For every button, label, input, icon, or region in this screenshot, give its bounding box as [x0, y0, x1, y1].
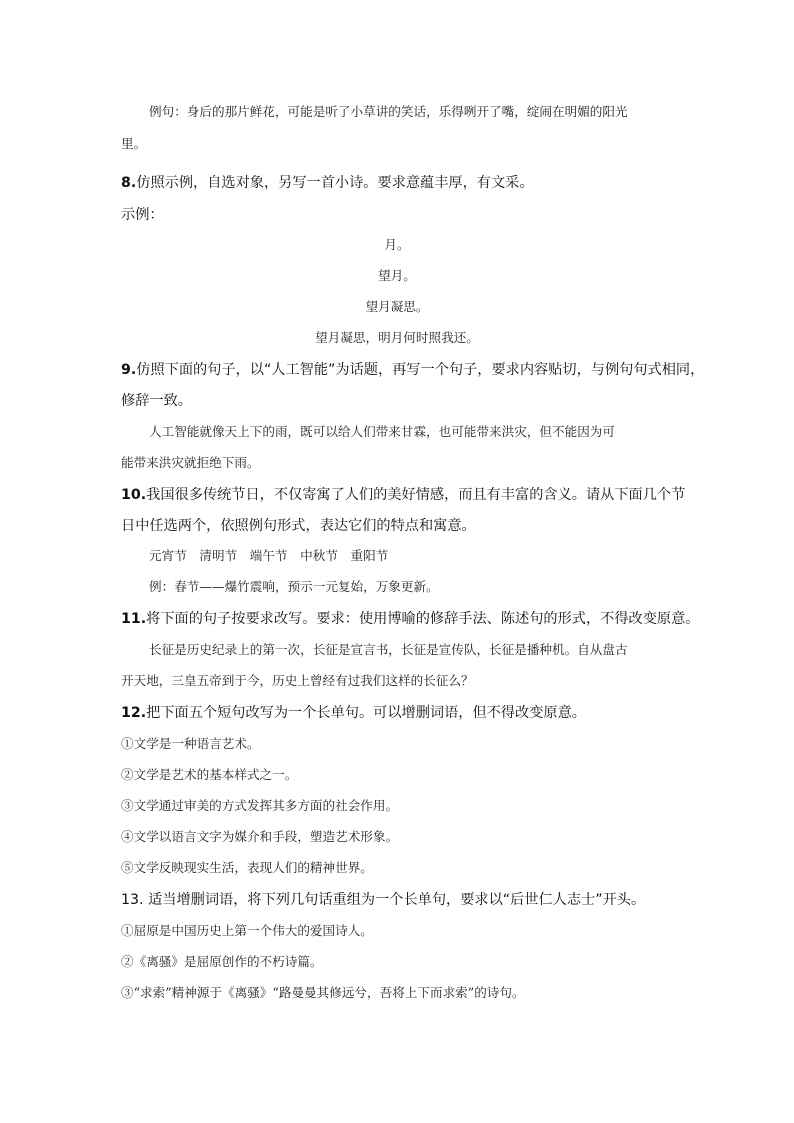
q12-question	[121, 706, 586, 720]
q12-item-4: ④文学以语言文字为媒介和手段，塑造艺术形象。	[121, 829, 399, 844]
q10-question-line-1	[121, 488, 685, 502]
q11-text: 将下面的句子按要求改写。要求：使用博喻的修辞手法、陈述句的形式，不得改变原意。	[146, 611, 700, 627]
q9-number: 9.	[121, 362, 137, 378]
q9-question-line-2: 修辞一致。	[121, 393, 192, 409]
q11-source-line-2: 开天地，三皇五帝到于今，历史上曾经有过我们这样的长征么？	[121, 673, 474, 688]
q11-number: 11.	[121, 611, 147, 627]
q13-item-1: ①屈原是中国历史上第一个伟大的爱国诗人。	[121, 923, 373, 938]
q9-example-line-2: 能带来洪灾就拒绝下雨。	[121, 455, 260, 470]
q11-source-line-1: 长征是历史纪录上的第一次，长征是宣言书，长征是宣传队，长征是播种机。自从盘古	[149, 642, 628, 657]
q13-item-3: ③“求索”精神源于《离骚》“路曼曼其修远兮，吾将上下而求索”的诗句。	[121, 985, 525, 1000]
q10-festival-list: 元宵节 清明节 端午节 中秋节 重阳节	[149, 548, 389, 563]
q8-example-label: 示例：	[121, 207, 164, 223]
q13-item-2: ②《离骚》是屈原创作的不朽诗篇。	[121, 954, 323, 969]
q11-question	[121, 612, 699, 626]
q10-example: 例：春节——爆竹震响，预示一元复始，万象更新。	[149, 579, 439, 594]
q8-poem-line-1: 月。	[384, 237, 410, 252]
q9-text-line-1: 仿照下面的句子，以“人工智能”为话题，再写一个句子，要求内容贴切，与例句句式相同，	[136, 362, 705, 378]
q9-question-line-1	[121, 363, 704, 377]
q12-number: 12.	[121, 705, 147, 721]
q8-poem-line-2: 望月。	[378, 268, 416, 283]
q10-number: 10.	[121, 487, 147, 503]
q7-example-line-1: 例句：身后的那片鲜花，可能是听了小草讲的笑话，乐得咧开了嘴，绽闹在明媚的阳光	[149, 104, 628, 119]
q8-text: 仿照示例，自选对象，另写一首小诗。要求意蕴丰厚，有文采。	[136, 175, 534, 191]
q10-text-line-1: 我国很多传统节日，不仅寄寓了人们的美好情感，而且有丰富的含义。请从下面几个节	[146, 487, 686, 503]
q8-number: 8.	[121, 175, 137, 191]
q8-poem-line-3: 望月凝思。	[365, 299, 429, 314]
q12-item-1: ①文学是一种语言艺术。	[121, 736, 260, 751]
q12-item-2: ②文学是艺术的基本样式之一。	[121, 767, 298, 782]
q8-poem-line-4: 望月凝思，明月何时照我还。	[315, 330, 479, 345]
q8-question	[121, 176, 534, 190]
q7-example-line-2: 里。	[121, 136, 147, 151]
q9-example-line-1: 人工智能就像天上下的雨，既可以给人们带来甘霖，也可能带来洪灾，但不能因为可	[149, 424, 615, 439]
q12-text: 把下面五个短句改写为一个长单句。可以增删词语，但不得改变原意。	[146, 705, 586, 721]
q12-item-5: ⑤文学反映现实生活，表现人们的精神世界。	[121, 860, 373, 875]
q12-item-3: ③文学通过审美的方式发挥其多方面的社会作用。	[121, 798, 399, 813]
q10-question-line-2: 日中任选两个，依照例句形式，表达它们的特点和寓意。	[121, 518, 476, 534]
q13-question: 13. 适当增删词语，将下列几句话重组为一个长单句，要求以“后世仁人志士”开头。	[121, 892, 646, 908]
